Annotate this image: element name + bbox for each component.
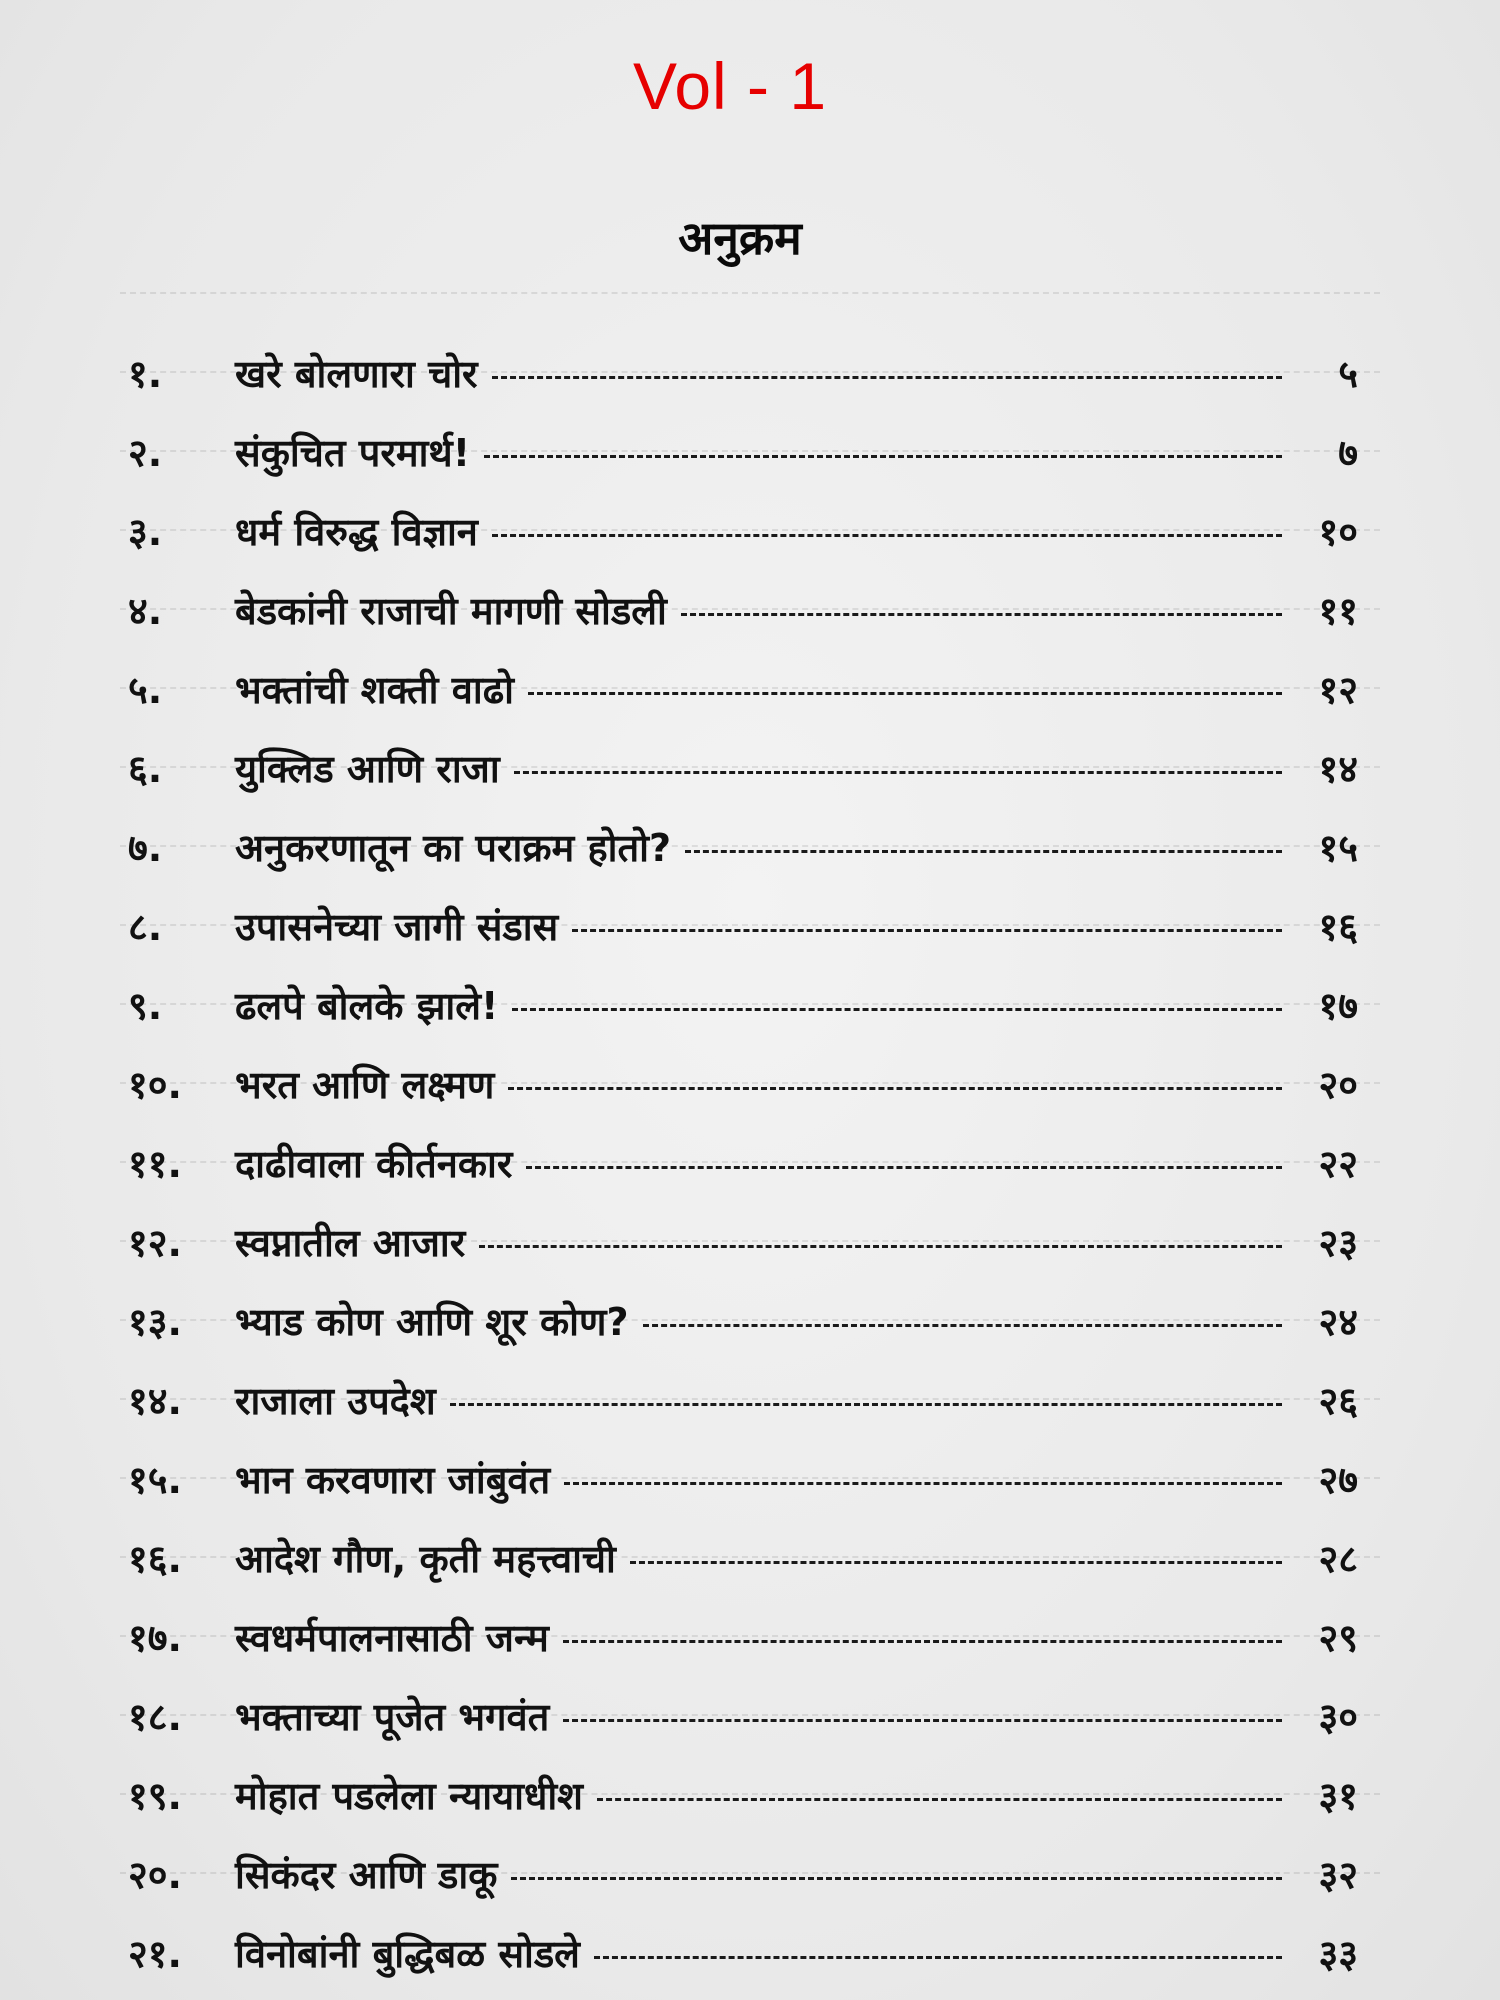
toc-entry-number: १३.	[128, 1299, 182, 1344]
toc-row	[128, 1360, 1358, 1439]
toc-entry-number: ८.	[128, 904, 163, 949]
toc-entry-page: ७	[1338, 430, 1358, 475]
toc-entry-page: २८	[1318, 1536, 1358, 1581]
dotted-leader	[643, 1324, 1282, 1327]
toc-row	[128, 333, 1358, 412]
toc-entry-title: स्वप्नातील आजार	[235, 1220, 466, 1265]
toc-entry-number: १९.	[128, 1773, 182, 1818]
dotted-leader	[492, 534, 1282, 537]
toc-row	[128, 649, 1358, 728]
toc-entry-page: ५	[1338, 351, 1358, 396]
toc-row	[128, 1202, 1358, 1281]
dotted-leader	[508, 1087, 1282, 1090]
toc-row	[128, 1281, 1358, 1360]
toc-entry-title: बेडकांनी राजाची मागणी सोडली	[235, 588, 667, 633]
toc-entry-title: भान करवणारा जांबुवंत	[235, 1457, 551, 1502]
toc-entry-page: १०	[1318, 509, 1358, 554]
toc-row	[128, 1597, 1358, 1676]
toc-entry-page: १६	[1318, 904, 1358, 949]
toc-entry-title: संकुचित परमार्थ!	[235, 430, 471, 475]
dotted-leader	[563, 1719, 1282, 1722]
toc-entry-title: भक्तांची शक्ती वाढो	[235, 667, 514, 712]
dotted-leader	[512, 1008, 1282, 1011]
toc-entry-title: ढलपे बोलके झाले!	[235, 983, 499, 1028]
toc-entry-page: ३३	[1318, 1931, 1358, 1976]
dotted-leader	[514, 771, 1282, 774]
toc-entry-number: २.	[128, 430, 163, 475]
toc-row	[128, 491, 1358, 570]
toc-entry-page: १४	[1318, 746, 1358, 791]
toc-entry-number: ५.	[128, 667, 163, 712]
toc-entry-title: भ्याड कोण आणि शूर कोण?	[235, 1299, 629, 1344]
toc-entry-page: ३२	[1318, 1852, 1358, 1897]
toc-entry-number: १७.	[128, 1615, 182, 1660]
dotted-leader	[450, 1403, 1282, 1406]
toc-entry-page: २७	[1318, 1457, 1358, 1502]
dotted-leader	[492, 376, 1282, 379]
toc-entry-page: १२	[1318, 667, 1358, 712]
toc-entry-number: १०.	[128, 1062, 182, 1107]
toc-entry-number: १६.	[128, 1536, 182, 1581]
toc-entry-title: युक्लिड आणि राजा	[235, 746, 500, 791]
toc-entry-number: १८.	[128, 1694, 182, 1739]
dotted-leader	[528, 692, 1282, 695]
toc-entry-page: २२	[1318, 1141, 1358, 1186]
toc-row	[128, 1913, 1358, 1992]
dotted-leader	[511, 1877, 1282, 1880]
dotted-leader	[685, 850, 1282, 853]
dotted-leader	[563, 1640, 1282, 1643]
toc-entry-title: धर्म विरुद्ध विज्ञान	[235, 509, 478, 554]
dotted-leader	[564, 1482, 1282, 1485]
toc-row	[128, 1755, 1358, 1834]
toc-entry-number: ३.	[128, 509, 163, 554]
toc-entry-page: ३१	[1318, 1773, 1358, 1818]
page-title: अनुक्रम	[678, 211, 802, 265]
toc-row	[128, 1123, 1358, 1202]
toc-entry-page: २०	[1318, 1062, 1358, 1107]
toc-entry-number: १२.	[128, 1220, 182, 1265]
toc-row	[128, 1439, 1358, 1518]
toc-entry-page: १५	[1318, 825, 1358, 870]
toc-entry-title: भरत आणि लक्ष्मण	[235, 1062, 495, 1107]
toc-row	[128, 1518, 1358, 1597]
toc-entry-number: ११.	[128, 1141, 182, 1186]
toc-entry-title: दाढीवाला कीर्तनकार	[235, 1141, 513, 1186]
toc-entry-title: मोहात पडलेला न्यायाधीश	[235, 1773, 584, 1818]
toc-entry-title: स्वधर्मपालनासाठी जन्म	[235, 1615, 549, 1660]
dotted-leader	[484, 455, 1282, 458]
toc-row	[128, 1676, 1358, 1755]
dotted-leader	[526, 1166, 1282, 1169]
toc-row	[128, 1044, 1358, 1123]
toc-entry-page: २३	[1318, 1220, 1358, 1265]
toc-entry-number: ७.	[128, 825, 163, 870]
toc-entry-page: ३०	[1318, 1694, 1358, 1739]
toc-entry-number: ९.	[128, 983, 163, 1028]
toc-entry-number: १५.	[128, 1457, 182, 1502]
volume-label: Vol - 1	[632, 49, 828, 123]
toc-entry-number: १४.	[128, 1378, 182, 1423]
toc-row	[128, 886, 1358, 965]
dotted-leader	[630, 1561, 1282, 1564]
table-of-contents	[128, 333, 1358, 1992]
toc-row	[128, 728, 1358, 807]
toc-entry-page: ११	[1318, 588, 1358, 633]
toc-row	[128, 570, 1358, 649]
toc-entry-title: अनुकरणातून का पराक्रम होतो?	[235, 825, 672, 870]
toc-entry-page: १७	[1318, 983, 1358, 1028]
toc-row	[128, 1834, 1358, 1913]
toc-row	[128, 807, 1358, 886]
toc-row	[128, 965, 1358, 1044]
toc-entry-title: उपासनेच्या जागी संडास	[235, 904, 559, 949]
toc-entry-number: ४.	[128, 588, 163, 633]
toc-row	[128, 412, 1358, 491]
dotted-leader	[594, 1956, 1282, 1959]
toc-entry-page: २९	[1318, 1615, 1358, 1660]
dotted-leader	[597, 1798, 1282, 1801]
toc-entry-title: आदेश गौण, कृती महत्त्वाची	[235, 1536, 616, 1581]
toc-entry-title: राजाला उपदेश	[235, 1378, 436, 1423]
dotted-leader	[681, 613, 1282, 616]
toc-entry-title: विनोबांनी बुद्धिबळ सोडले	[235, 1931, 580, 1976]
toc-entry-number: १.	[128, 351, 163, 396]
toc-entry-title: सिकंदर आणि डाकू	[235, 1852, 498, 1897]
toc-entry-number: २०.	[128, 1852, 182, 1897]
dotted-leader	[572, 929, 1282, 932]
toc-entry-page: २६	[1318, 1378, 1358, 1423]
toc-entry-title: खरे बोलणारा चोर	[235, 351, 478, 396]
toc-entry-page: २४	[1318, 1299, 1358, 1344]
toc-entry-title: भक्ताच्या पूजेत भगवंत	[235, 1694, 550, 1739]
dotted-leader	[479, 1245, 1282, 1248]
toc-entry-number: २१.	[128, 1931, 182, 1976]
toc-entry-number: ६.	[128, 746, 163, 791]
